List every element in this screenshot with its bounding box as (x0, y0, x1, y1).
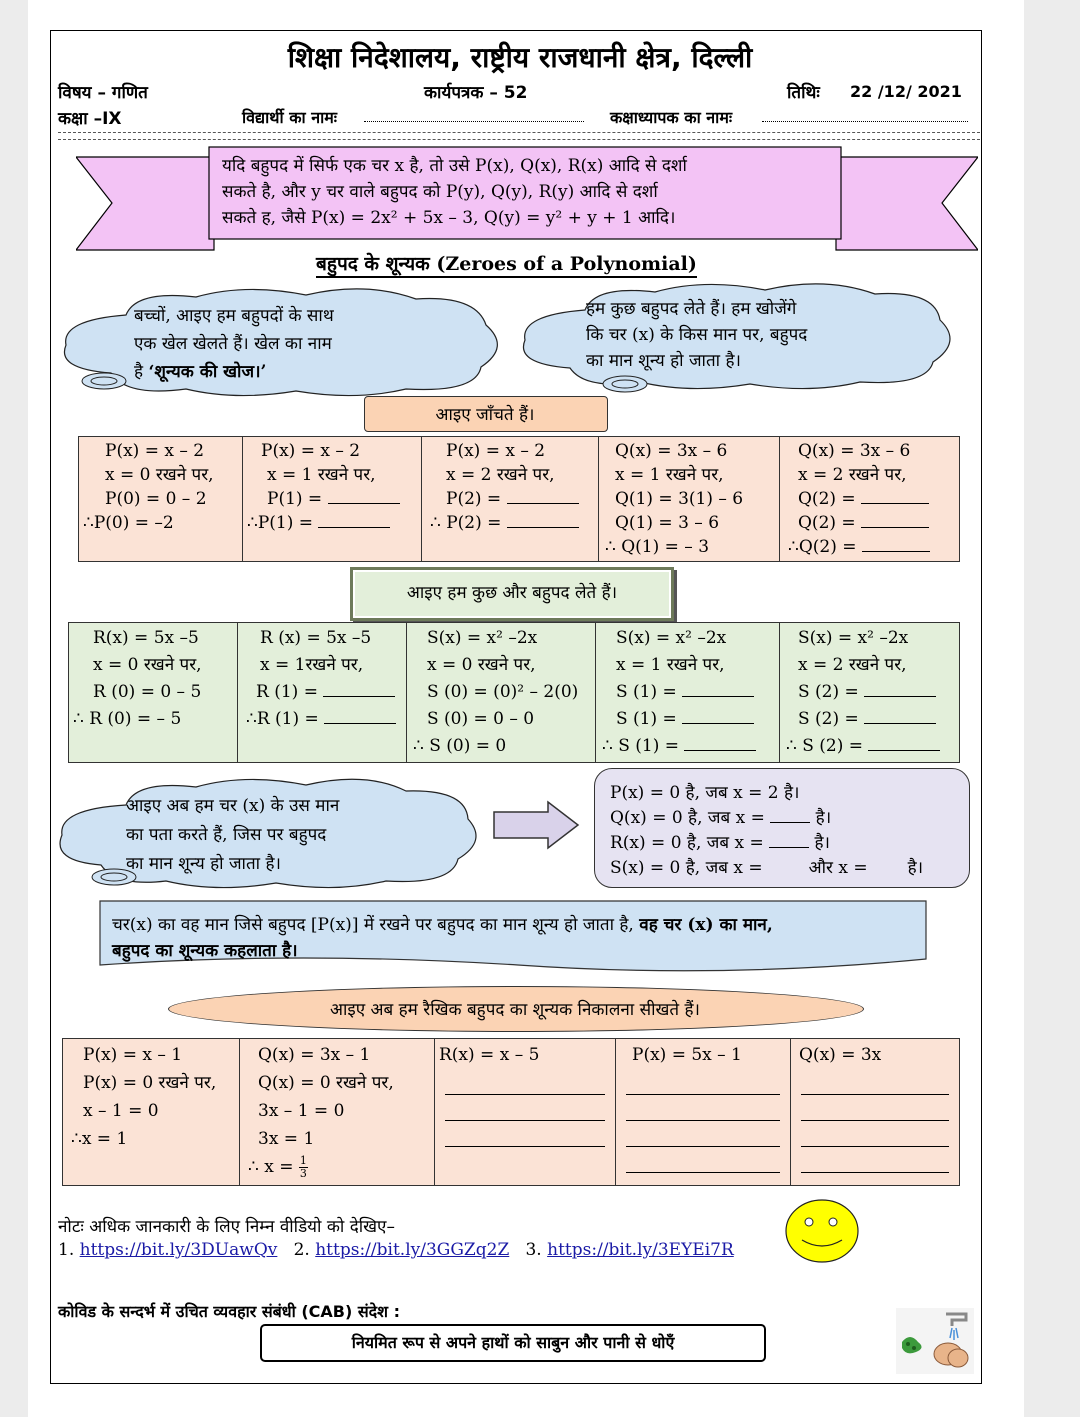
cell-line (247, 487, 417, 511)
cell-line: P(0) = 0 – 2 (105, 489, 207, 509)
definition-line (112, 912, 918, 938)
cloud-line: हम कुछ बहुपद लेते हैं। हम खोजेंगे (586, 299, 797, 319)
cell-line: S(x) = x² –2x (798, 628, 909, 648)
more-polynomials-table (68, 622, 960, 763)
zero-summary-text (610, 781, 962, 881)
cell-text: P(2) = (446, 489, 502, 509)
cell-line (242, 706, 402, 733)
cell-line: Q(x) = 3x – 6 (615, 441, 728, 461)
definition-text (112, 912, 918, 964)
cell-line (600, 679, 775, 706)
cell-line (247, 511, 417, 535)
cell-line (600, 706, 775, 733)
answer-blank[interactable] (862, 551, 930, 552)
table-cell (238, 623, 407, 763)
cell-text: ∴ S (2) = (786, 736, 863, 756)
cell-line: S(x) = x² –2x (427, 628, 538, 648)
cell-line (242, 679, 402, 706)
answer-blank[interactable] (323, 696, 395, 697)
cloud-line: का पता करते हैं, जिस पर बहुपद (126, 825, 327, 845)
cell-line: ∴ R (0) = – 5 (73, 709, 182, 729)
definition-line: बहुपद का शून्यक कहलाता है। (112, 941, 298, 961)
cloud-line: आइए अब हम चर (x) के उस मान (126, 796, 340, 816)
class-label: कक्षा –IX (58, 109, 122, 129)
video-link-3[interactable]: https://bit.ly/3EYEi7R (547, 1240, 734, 1260)
cab-title: कोविड के सन्दर्भ में उचित व्यवहार संबंधी (CAB) संदेश : (58, 1302, 401, 1321)
answer-line[interactable] (445, 1069, 605, 1095)
cloud-line: का मान शून्य हो जाता है। (586, 351, 741, 371)
table-row (63, 1039, 960, 1186)
fraction (299, 1155, 308, 1180)
cab-message: नियमित रूप से अपने हाथों को साबुन और पानी से धोएँ (351, 1333, 675, 1352)
ellipse-label: आइए अब हम रैखिक बहुपद का शून्यक निकालना सीखते हैं। (330, 1000, 700, 1020)
answer-blank[interactable] (318, 527, 390, 528)
cell-line: P(x) = x – 2 (105, 441, 205, 461)
cell-line: S(x) = x² –2x (616, 628, 727, 648)
cell-line: ∴P(0) = –2 (83, 513, 174, 533)
cell-line: 3x = 1 (258, 1129, 315, 1149)
cell-text: S (2) = (798, 709, 859, 729)
handwash-icon (896, 1308, 974, 1374)
table-row (69, 623, 960, 763)
smiley-icon (784, 1198, 860, 1264)
cell-line (784, 706, 955, 733)
table-cell (599, 437, 780, 562)
answer-line[interactable] (801, 1069, 949, 1095)
subject-label: विषय – गणित (58, 83, 148, 103)
answer-blank[interactable] (682, 696, 754, 697)
page-title: शिक्षा निदेशालय, राष्ट्रीय राजधानी क्षेत्र, दिल्ली (287, 41, 753, 74)
cell-line: x = 1 रखने पर, (615, 465, 724, 485)
cell-line (784, 511, 955, 535)
cell-text: S (2) = (798, 682, 859, 702)
table-cell (240, 1039, 435, 1186)
cell-line: x = 0 रखने पर, (427, 655, 536, 675)
zero-line (610, 856, 962, 881)
section-title: बहुपद के शून्यक (Zeroes of a Polynomial) (316, 252, 697, 278)
table-cell (407, 623, 596, 763)
answer-line[interactable] (445, 1121, 605, 1147)
cell-text: Q(2) = (798, 513, 856, 533)
answer-blank[interactable] (861, 503, 929, 504)
cloud-bottom-text (126, 792, 339, 879)
header-divider (58, 132, 980, 133)
cell-line: Q(1) = 3 – 6 (615, 513, 720, 533)
answer-blank[interactable] (507, 503, 579, 504)
table-cell (69, 623, 238, 763)
zero-text: S(x) = 0 है, जब x = (610, 858, 763, 878)
table-cell (422, 437, 599, 562)
fraction-denominator: 3 (299, 1167, 307, 1180)
cell-line: Q(x) = 3x – 6 (798, 441, 911, 461)
zero-text: है। (815, 808, 832, 828)
link-number: 2. (293, 1240, 310, 1260)
answer-blank[interactable] (861, 527, 929, 528)
cloud-line: का मान शून्य हो जाता है। (126, 854, 281, 874)
cell-line (784, 679, 955, 706)
answer-line[interactable] (801, 1121, 949, 1147)
worksheet-number: कार्यपत्रक – 52 (424, 83, 528, 103)
cloud-text: है (134, 362, 149, 382)
cell-line: Q(1) = 3(1) – 6 (615, 489, 744, 509)
teacher-name-label: कक्षाध्यापक का नामः (610, 108, 733, 127)
zero-text: है। (814, 833, 831, 853)
cell-line: P(x) = x – 2 (261, 441, 361, 461)
table-cell (596, 623, 780, 763)
intro-line: यदि बहुपद में सिर्फ एक चर x है, तो उसे P(x), Q(x), R(x) आदि से दर्शा (222, 156, 687, 176)
fraction-numerator: 1 (299, 1154, 307, 1167)
cell-line: P(x) = 0 रखने पर, (83, 1073, 217, 1093)
video-note: नोटः अधिक जानकारी के लिए निम्न वीडियो को देखिए– (58, 1217, 395, 1237)
zero-text: है। (907, 858, 924, 878)
table-cell (791, 1039, 960, 1186)
answer-line[interactable] (626, 1121, 780, 1147)
cloud-right-text (586, 296, 807, 374)
answer-blank[interactable] (769, 847, 809, 848)
zero-text: और x = (808, 858, 868, 878)
cell-text: P(1) = (267, 489, 323, 509)
cell-line (244, 1153, 430, 1181)
cell-line: 3x – 1 = 0 (258, 1101, 345, 1121)
cell-line (600, 733, 775, 760)
cell-line: x = 1 रखने पर, (616, 655, 725, 675)
cell-line: R (x) = 5x –5 (260, 628, 372, 648)
cloud-line: कि चर (x) के किस मान पर, बहुपद (586, 325, 808, 345)
game-name: ‘शून्यक की खोज।’ (148, 362, 267, 382)
student-name-field[interactable] (364, 121, 584, 122)
zero-line (610, 806, 962, 831)
cell-line (784, 535, 955, 559)
definition-highlight: वह चर (x) का मान, (639, 915, 773, 935)
cell-line: R(x) = 5x –5 (93, 628, 199, 648)
cell-line: S (0) = 0 – 0 (427, 709, 535, 729)
cell-line: x = 2 रखने पर, (446, 465, 555, 485)
zero-line: P(x) = 0 है, जब x = 2 है। (610, 783, 800, 803)
banner-label: आइए हम कुछ और बहुपद लेते हैं। (406, 583, 618, 603)
link-number: 3. (525, 1240, 542, 1260)
video-link-2[interactable]: https://bit.ly/3GGZq2Z (315, 1240, 510, 1260)
cell-line: ∴ Q(1) = – 3 (605, 537, 710, 557)
linear-zero-table (62, 1038, 960, 1186)
answer-line[interactable] (801, 1095, 949, 1121)
zero-line (610, 831, 962, 856)
answer-blank[interactable] (507, 527, 579, 528)
cell-line (784, 733, 955, 760)
right-arrow-icon (492, 800, 582, 850)
check-table (78, 436, 960, 562)
cell-line: x = 1रखने पर, (260, 655, 364, 675)
intro-text (222, 153, 827, 231)
cell-line: x = 0 रखने पर, (105, 465, 214, 485)
cell-line: P(x) = x – 1 (83, 1045, 183, 1065)
cloud-line (134, 358, 334, 386)
cell-text: Q(2) = (798, 489, 856, 509)
answer-blank[interactable] (868, 750, 940, 751)
table-cell (63, 1039, 240, 1186)
zero-text: R(x) = 0 है, जब x = (610, 833, 764, 853)
cell-line: x – 1 = 0 (83, 1101, 159, 1121)
cell-line (426, 511, 594, 535)
date-value: 22 /12/ 2021 (850, 82, 962, 101)
cell-line: ∴x = 1 (71, 1129, 128, 1149)
answer-blank[interactable] (864, 723, 936, 724)
cloud-line: एक खेल खेलते हैं। खेल का नाम (134, 334, 332, 354)
header-divider (58, 139, 980, 140)
table-row (79, 437, 960, 562)
cell-line: x = 0 रखने पर, (93, 655, 202, 675)
cell-line (784, 487, 955, 511)
cell-line: Q(x) = 0 रखने पर, (258, 1073, 394, 1093)
answer-line[interactable] (626, 1095, 780, 1121)
cell-line: x = 1 रखने पर, (267, 465, 376, 485)
date-label: तिथिः (787, 83, 820, 103)
cell-line: P(x) = x – 2 (446, 441, 546, 461)
table-cell (616, 1039, 791, 1186)
cell-line: S (0) = (0)² – 2(0) (427, 682, 579, 702)
answer-blank[interactable] (324, 723, 396, 724)
cell-line: x = 2 रखने पर, (798, 655, 907, 675)
cell-text: ∴Q(2) = (788, 537, 857, 557)
answer-blank[interactable] (682, 723, 754, 724)
intro-line: सकते ह, जैसे P(x) = 2x² + 5x – 3, Q(y) = y² + y + 1 आदि। (222, 208, 676, 228)
cell-line (426, 487, 594, 511)
definition-text-part: चर(x) का वह मान जिसे बहुपद [P(x)] में रखने पर बहुपद का मान शून्य हो जाता है, (112, 915, 640, 935)
cell-text: S (1) = (616, 709, 677, 729)
answer-line[interactable] (626, 1069, 780, 1095)
cell-line: R(x) = x – 5 (439, 1045, 540, 1065)
cell-text: ∴ S (1) = (602, 736, 679, 756)
cell-text: ∴ P(2) = (430, 513, 502, 533)
answer-blank[interactable] (328, 503, 400, 504)
cell-line: ∴ S (0) = 0 (413, 736, 507, 756)
table-cell (79, 437, 243, 562)
cell-text: S (1) = (616, 682, 677, 702)
answer-blank[interactable] (684, 750, 756, 751)
intro-line: सकते है, और y चर वाले बहुपद को P(y), Q(y), R(y) आदि से दर्शा (222, 182, 658, 202)
answer-line[interactable] (445, 1095, 605, 1121)
video-links (58, 1240, 734, 1260)
cell-line: Q(x) = 3x – 1 (258, 1045, 371, 1065)
link-number: 1. (58, 1240, 75, 1260)
cell-text: ∴P(1) = (247, 513, 313, 533)
table-cell (243, 437, 422, 562)
table-cell (780, 623, 960, 763)
teacher-name-field[interactable] (762, 121, 968, 122)
answer-line[interactable] (801, 1147, 949, 1173)
zero-text: Q(x) = 0 है, जब x = (610, 808, 765, 828)
answer-line[interactable] (626, 1147, 780, 1173)
cloud-line: बच्चों, आइए हम बहुपदों के साथ (134, 306, 334, 326)
scroll-label: आइए जाँचते हैं। (435, 405, 535, 425)
answer-blank[interactable] (864, 696, 936, 697)
cloud-left-text (134, 302, 334, 386)
cell-text: ∴R (1) = (246, 709, 319, 729)
cell-line: x = 2 रखने पर, (798, 465, 907, 485)
cell-text: R (1) = (256, 682, 318, 702)
cell-text: ∴ x = (248, 1157, 294, 1177)
table-cell (780, 437, 960, 562)
answer-blank[interactable] (770, 822, 810, 823)
cell-line: Q(x) = 3x (799, 1045, 882, 1065)
video-link-1[interactable]: https://bit.ly/3DUawQv (79, 1240, 278, 1260)
cell-line: R (0) = 0 – 5 (93, 682, 202, 702)
table-cell (435, 1039, 616, 1186)
cell-line: P(x) = 5x – 1 (632, 1045, 742, 1065)
student-name-label: विद्यार्थी का नामः (242, 108, 338, 127)
